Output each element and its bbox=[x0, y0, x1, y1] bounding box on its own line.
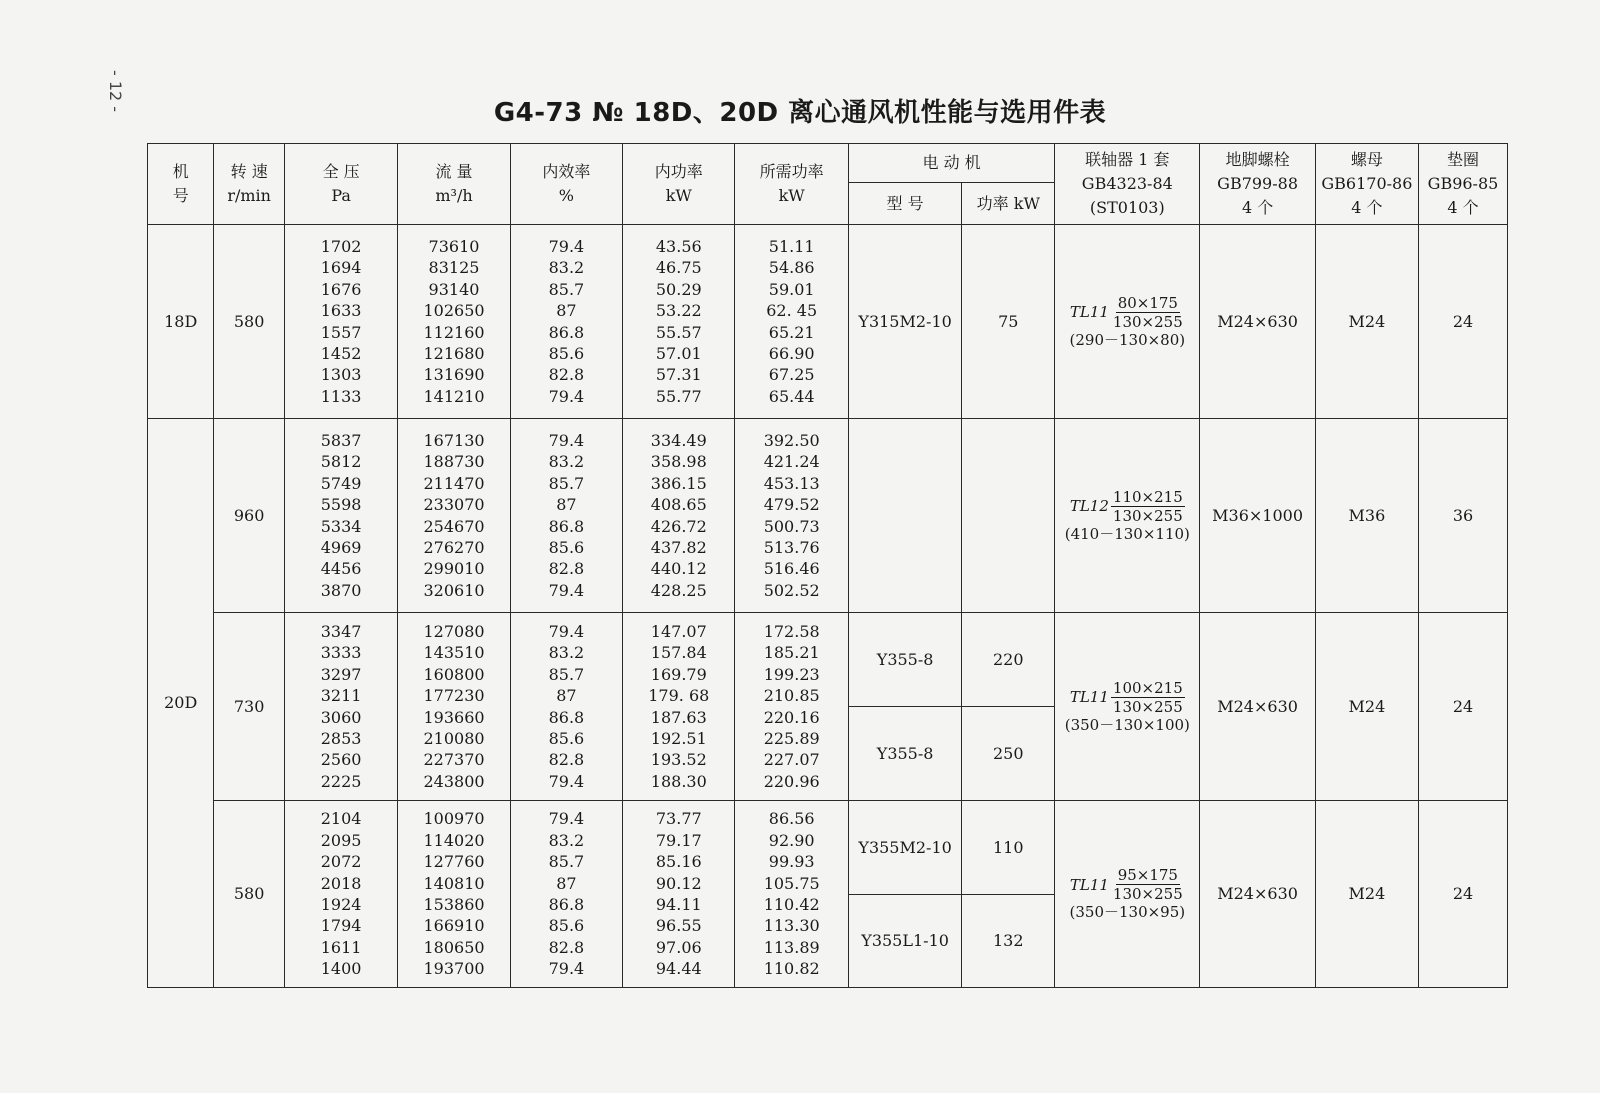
cell-value: 1676 bbox=[320, 279, 362, 299]
cell-value: 392.50 bbox=[763, 430, 820, 450]
data-column-required-power bbox=[735, 613, 848, 801]
cell-value: 225.89 bbox=[763, 728, 820, 748]
coupling-spec bbox=[1065, 679, 1190, 735]
cell-value: 299010 bbox=[423, 559, 485, 579]
coupling-dimensions: (350－130×100) bbox=[1064, 715, 1190, 734]
cell-value: 83.2 bbox=[548, 830, 585, 850]
data-column-required-power bbox=[735, 419, 848, 613]
motor-power-cell: 110 bbox=[962, 801, 1055, 895]
coupling-denominator: 130×255 bbox=[1112, 885, 1183, 903]
cell-value: 320610 bbox=[423, 580, 485, 600]
data-column-efficiency bbox=[510, 801, 622, 988]
speed-cell: 730 bbox=[214, 613, 285, 801]
data-column-flow bbox=[398, 225, 510, 419]
cell-value: 46.75 bbox=[655, 258, 702, 278]
header-washer: 垫圈 GB96-85 4 个 bbox=[1419, 144, 1508, 225]
cell-value: 73610 bbox=[428, 236, 480, 256]
data-column-pressure bbox=[284, 225, 397, 419]
cell-value: 2225 bbox=[320, 771, 362, 791]
cell-value: 1694 bbox=[320, 258, 362, 278]
motor-type-cell bbox=[848, 419, 961, 613]
speed-cell: 580 bbox=[214, 801, 285, 988]
cell-value: 86.56 bbox=[768, 809, 815, 829]
cell-value: 127760 bbox=[423, 852, 485, 872]
cell-value: 67.25 bbox=[768, 365, 815, 385]
cell-value: 513.76 bbox=[763, 537, 820, 557]
data-column-inner-power bbox=[623, 613, 735, 801]
cell-value: 2072 bbox=[320, 852, 362, 872]
cell-value: 169.79 bbox=[650, 664, 707, 684]
washer-cell: 24 bbox=[1419, 225, 1508, 419]
cell-value: 82.8 bbox=[548, 937, 585, 957]
cell-value: 2560 bbox=[320, 750, 362, 770]
data-column-inner-power bbox=[623, 419, 735, 613]
cell-value: 3211 bbox=[320, 686, 362, 706]
cell-value: 51.11 bbox=[768, 236, 815, 256]
cell-value: 82.8 bbox=[548, 559, 585, 579]
cell-value: 85.7 bbox=[548, 852, 585, 872]
cell-value: 2853 bbox=[320, 728, 362, 748]
cell-value: 86.8 bbox=[548, 322, 585, 342]
cell-value: 386.15 bbox=[650, 473, 707, 493]
cell-value: 85.7 bbox=[548, 279, 585, 299]
coupling-numerator: 100×215 bbox=[1112, 678, 1183, 697]
cell-value: 93140 bbox=[428, 279, 480, 299]
cell-value: 334.49 bbox=[650, 430, 707, 450]
cell-value: 86.8 bbox=[548, 895, 585, 914]
cell-value: 479.52 bbox=[763, 495, 820, 515]
cell-value: 141210 bbox=[423, 386, 485, 406]
cell-value: 83.2 bbox=[548, 643, 585, 663]
coupling-dimensions: (290－130×80) bbox=[1069, 330, 1186, 349]
cell-value: 502.52 bbox=[763, 580, 820, 600]
cell-value: 110.82 bbox=[763, 959, 820, 979]
model-no-cell: 20D bbox=[148, 419, 214, 988]
data-column-required-power bbox=[735, 801, 848, 988]
cell-value: 85.7 bbox=[548, 664, 585, 684]
model-no-cell: 18D bbox=[148, 225, 214, 419]
motor-power-cell: 132 bbox=[962, 895, 1055, 988]
coupling-spec bbox=[1065, 488, 1190, 544]
cell-value: 1633 bbox=[320, 301, 362, 321]
cell-value: 83125 bbox=[428, 258, 480, 278]
header-anchor-bolt: 地脚螺栓 GB799-88 4 个 bbox=[1200, 144, 1315, 225]
coupling-numerator: 95×175 bbox=[1117, 866, 1178, 884]
header-flow: 流 量 m³/h bbox=[398, 144, 510, 225]
cell-value: 59.01 bbox=[768, 279, 815, 299]
motor-type-cell: Y315M2-10 bbox=[848, 225, 961, 419]
cell-value: 96.55 bbox=[655, 916, 702, 936]
cell-value: 3870 bbox=[320, 580, 362, 600]
cell-value: 153860 bbox=[423, 895, 485, 914]
cell-value: 54.86 bbox=[768, 258, 815, 278]
data-column-inner-power bbox=[623, 801, 735, 988]
cell-value: 1924 bbox=[320, 895, 362, 914]
cell-value: 112160 bbox=[423, 322, 485, 342]
cell-value: 233070 bbox=[423, 495, 485, 515]
cell-value: 79.17 bbox=[655, 830, 702, 850]
coupling-fraction bbox=[1111, 294, 1185, 331]
cell-value: 5598 bbox=[320, 495, 362, 515]
header-motor-power: 功率 kW bbox=[962, 183, 1055, 225]
coupling-denominator: 130×255 bbox=[1112, 312, 1183, 331]
cell-value: 92.90 bbox=[768, 830, 815, 850]
coupling-numerator: 80×175 bbox=[1117, 293, 1178, 312]
cell-value: 187.63 bbox=[650, 707, 707, 727]
performance-table bbox=[147, 143, 1508, 988]
cell-value: 516.46 bbox=[763, 559, 820, 579]
header-required-power: 所需功率 kW bbox=[735, 144, 848, 225]
cell-value: 243800 bbox=[423, 771, 485, 791]
page-number: - 12 - bbox=[106, 70, 125, 113]
cell-value: 440.12 bbox=[650, 559, 707, 579]
cell-value: 193700 bbox=[423, 959, 485, 979]
cell-value: 1452 bbox=[320, 343, 362, 363]
cell-value: 2095 bbox=[320, 830, 362, 850]
cell-value: 188730 bbox=[423, 452, 485, 472]
cell-value: 276270 bbox=[423, 537, 485, 557]
cell-value: 65.44 bbox=[768, 386, 815, 406]
cell-value: 83.2 bbox=[548, 452, 585, 472]
coupling-denominator: 130×255 bbox=[1112, 697, 1183, 716]
cell-value: 4969 bbox=[320, 537, 362, 557]
cell-value: 210.85 bbox=[763, 686, 820, 706]
data-column-required-power bbox=[735, 225, 848, 419]
cell-value: 114020 bbox=[423, 830, 485, 850]
cell-value: 2018 bbox=[320, 873, 362, 893]
cell-value: 193.52 bbox=[650, 750, 707, 770]
cell-value: 408.65 bbox=[650, 495, 707, 515]
cell-value: 83.2 bbox=[548, 258, 585, 278]
cell-value: 1303 bbox=[320, 365, 362, 385]
anchor-bolt-cell: M36×1000 bbox=[1200, 419, 1315, 613]
header-motor: 电 动 机 bbox=[848, 144, 1054, 183]
cell-value: 426.72 bbox=[650, 516, 707, 536]
coupling-denominator: 130×255 bbox=[1112, 506, 1183, 525]
cell-value: 211470 bbox=[423, 473, 485, 493]
motor-power-cell: 75 bbox=[962, 225, 1055, 419]
cell-value: 66.90 bbox=[768, 343, 815, 363]
cell-value: 79.4 bbox=[548, 430, 585, 450]
data-column-pressure bbox=[284, 613, 397, 801]
motor-type-cell: Y355L1-10 bbox=[848, 895, 961, 988]
cell-value: 1611 bbox=[320, 937, 362, 957]
cell-value: 167130 bbox=[423, 430, 485, 450]
cell-value: 199.23 bbox=[763, 664, 820, 684]
cell-value: 82.8 bbox=[548, 750, 585, 770]
cell-value: 3060 bbox=[320, 707, 362, 727]
cell-value: 192.51 bbox=[650, 728, 707, 748]
cell-value: 65.21 bbox=[768, 322, 815, 342]
coupling-fraction bbox=[1111, 488, 1185, 525]
cell-value: 86.8 bbox=[548, 516, 585, 536]
coupling-model: TL11 bbox=[1069, 303, 1109, 321]
cell-value: 437.82 bbox=[650, 537, 707, 557]
cell-value: 85.6 bbox=[548, 537, 585, 557]
cell-value: 94.44 bbox=[655, 959, 702, 979]
cell-value: 1794 bbox=[320, 916, 362, 936]
coupling-cell bbox=[1055, 419, 1200, 613]
cell-value: 97.06 bbox=[655, 937, 702, 957]
cell-value: 1400 bbox=[320, 959, 362, 979]
cell-value: 53.22 bbox=[655, 301, 702, 321]
speed-cell: 960 bbox=[214, 419, 285, 613]
cell-value: 254670 bbox=[423, 516, 485, 536]
motor-power-cell: 250 bbox=[962, 707, 1055, 801]
cell-value: 87 bbox=[556, 873, 577, 893]
coupling-model: TL12 bbox=[1069, 497, 1109, 515]
cell-value: 3297 bbox=[320, 664, 362, 684]
header-speed: 转 速 r/min bbox=[214, 144, 285, 225]
cell-value: 121680 bbox=[423, 343, 485, 363]
cell-value: 110.42 bbox=[763, 895, 820, 914]
nut-cell: M24 bbox=[1315, 613, 1418, 801]
cell-value: 62. 45 bbox=[766, 301, 818, 321]
cell-value: 57.01 bbox=[655, 343, 702, 363]
cell-value: 500.73 bbox=[763, 516, 820, 536]
cell-value: 79.4 bbox=[548, 236, 585, 256]
coupling-dimensions: (350－130×95) bbox=[1069, 903, 1186, 921]
cell-value: 2104 bbox=[320, 809, 362, 829]
cell-value: 227370 bbox=[423, 750, 485, 770]
cell-value: 73.77 bbox=[655, 809, 702, 829]
nut-cell: M24 bbox=[1315, 801, 1418, 988]
cell-value: 90.12 bbox=[655, 873, 702, 893]
cell-value: 79.4 bbox=[548, 959, 585, 979]
header-pressure: 全 压 Pa bbox=[284, 144, 397, 225]
cell-value: 428.25 bbox=[650, 580, 707, 600]
cell-value: 113.30 bbox=[763, 916, 820, 936]
coupling-spec bbox=[1070, 866, 1186, 922]
cell-value: 210080 bbox=[423, 728, 485, 748]
cell-value: 94.11 bbox=[655, 895, 702, 914]
cell-value: 102650 bbox=[423, 301, 485, 321]
data-column-flow bbox=[398, 419, 510, 613]
cell-value: 3333 bbox=[320, 643, 362, 663]
data-column-efficiency bbox=[510, 613, 622, 801]
cell-value: 1557 bbox=[320, 322, 362, 342]
anchor-bolt-cell: M24×630 bbox=[1200, 225, 1315, 419]
cell-value: 57.31 bbox=[655, 365, 702, 385]
cell-value: 4456 bbox=[320, 559, 362, 579]
cell-value: 55.57 bbox=[655, 322, 702, 342]
header-nut: 螺母 GB6170-86 4 个 bbox=[1315, 144, 1418, 225]
table-row bbox=[148, 613, 1508, 707]
coupling-spec bbox=[1070, 294, 1186, 350]
cell-value: 3347 bbox=[320, 621, 362, 641]
data-column-efficiency bbox=[510, 419, 622, 613]
cell-value: 86.8 bbox=[548, 707, 585, 727]
data-column-inner-power bbox=[623, 225, 735, 419]
cell-value: 227.07 bbox=[763, 750, 820, 770]
header-model-no: 机 号 bbox=[148, 144, 214, 225]
cell-value: 188.30 bbox=[650, 771, 707, 791]
cell-value: 85.7 bbox=[548, 473, 585, 493]
cell-value: 421.24 bbox=[763, 452, 820, 472]
cell-value: 99.93 bbox=[768, 852, 815, 872]
data-column-pressure bbox=[284, 801, 397, 988]
table-row bbox=[148, 225, 1508, 410]
cell-value: 1702 bbox=[320, 236, 362, 256]
motor-type-cell: Y355-8 bbox=[848, 707, 961, 801]
data-column-flow bbox=[398, 801, 510, 988]
header-motor-type: 型 号 bbox=[848, 183, 961, 225]
motor-power-cell bbox=[962, 419, 1055, 613]
cell-value: 5812 bbox=[320, 452, 362, 472]
cell-value: 177230 bbox=[423, 686, 485, 706]
cell-value: 79.4 bbox=[548, 771, 585, 791]
coupling-model: TL11 bbox=[1069, 688, 1109, 706]
coupling-numerator: 110×215 bbox=[1112, 487, 1183, 506]
cell-value: 143510 bbox=[423, 643, 485, 663]
cell-value: 358.98 bbox=[650, 452, 707, 472]
coupling-model: TL11 bbox=[1069, 875, 1109, 894]
cell-value: 87 bbox=[556, 686, 577, 706]
cell-value: 147.07 bbox=[650, 621, 707, 641]
data-column-efficiency bbox=[510, 225, 622, 419]
cell-value: 160800 bbox=[423, 664, 485, 684]
cell-value: 85.6 bbox=[548, 728, 585, 748]
speed-cell: 580 bbox=[214, 225, 285, 419]
cell-value: 5749 bbox=[320, 473, 362, 493]
coupling-fraction bbox=[1111, 679, 1185, 716]
motor-type-cell: Y355-8 bbox=[848, 613, 961, 707]
cell-value: 5837 bbox=[320, 430, 362, 450]
nut-cell: M24 bbox=[1315, 225, 1418, 419]
cell-value: 220.16 bbox=[763, 707, 820, 727]
cell-value: 172.58 bbox=[763, 621, 820, 641]
cell-value: 179. 68 bbox=[648, 686, 710, 706]
table-row bbox=[148, 419, 1508, 604]
cell-value: 1133 bbox=[320, 386, 362, 406]
cell-value: 79.4 bbox=[548, 809, 585, 829]
header-efficiency: 内效率 % bbox=[510, 144, 622, 225]
cell-value: 180650 bbox=[423, 937, 485, 957]
cell-value: 100970 bbox=[423, 809, 485, 829]
cell-value: 43.56 bbox=[655, 236, 702, 256]
nut-cell: M36 bbox=[1315, 419, 1418, 613]
cell-value: 127080 bbox=[423, 621, 485, 641]
anchor-bolt-cell: M24×630 bbox=[1200, 801, 1315, 988]
cell-value: 79.4 bbox=[548, 386, 585, 406]
cell-value: 55.77 bbox=[655, 386, 702, 406]
coupling-fraction bbox=[1111, 866, 1185, 903]
cell-value: 85.6 bbox=[548, 916, 585, 936]
cell-value: 87 bbox=[556, 301, 577, 321]
cell-value: 140810 bbox=[423, 873, 485, 893]
cell-value: 87 bbox=[556, 495, 577, 515]
data-column-flow bbox=[398, 613, 510, 801]
header-coupling: 联轴器 1 套 GB4323-84 (ST0103) bbox=[1055, 144, 1200, 225]
header-inner-power: 内功率 kW bbox=[623, 144, 735, 225]
table-row bbox=[148, 801, 1508, 895]
cell-value: 82.8 bbox=[548, 365, 585, 385]
cell-value: 85.6 bbox=[548, 343, 585, 363]
coupling-cell bbox=[1055, 801, 1200, 988]
cell-value: 79.4 bbox=[548, 580, 585, 600]
cell-value: 131690 bbox=[423, 365, 485, 385]
motor-type-cell: Y355M2-10 bbox=[848, 801, 961, 895]
cell-value: 105.75 bbox=[763, 873, 820, 893]
washer-cell: 24 bbox=[1419, 801, 1508, 988]
washer-cell: 24 bbox=[1419, 613, 1508, 801]
cell-value: 220.96 bbox=[763, 771, 820, 791]
data-column-pressure bbox=[284, 419, 397, 613]
coupling-cell bbox=[1055, 613, 1200, 801]
cell-value: 185.21 bbox=[763, 643, 820, 663]
cell-value: 113.89 bbox=[763, 937, 820, 957]
anchor-bolt-cell: M24×630 bbox=[1200, 613, 1315, 801]
coupling-cell bbox=[1055, 225, 1200, 419]
cell-value: 85.16 bbox=[655, 852, 702, 872]
cell-value: 79.4 bbox=[548, 621, 585, 641]
cell-value: 157.84 bbox=[650, 643, 707, 663]
washer-cell: 36 bbox=[1419, 419, 1508, 613]
cell-value: 166910 bbox=[423, 916, 485, 936]
cell-value: 193660 bbox=[423, 707, 485, 727]
coupling-dimensions: (410－130×110) bbox=[1064, 524, 1190, 543]
motor-power-cell: 220 bbox=[962, 613, 1055, 707]
cell-value: 50.29 bbox=[655, 279, 702, 299]
page-title: G4-73 № 18D、20D 离心通风机性能与选用件表 bbox=[493, 98, 1107, 128]
cell-value: 5334 bbox=[320, 516, 362, 536]
cell-value: 453.13 bbox=[763, 473, 820, 493]
